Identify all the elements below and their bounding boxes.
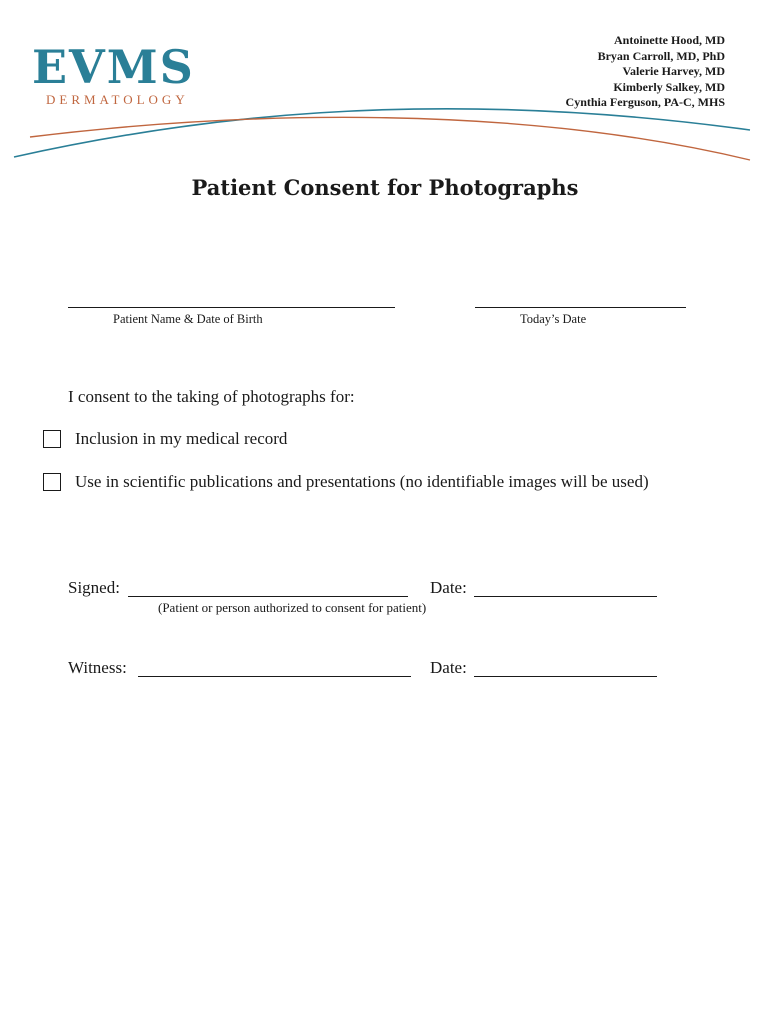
page-title: Patient Consent for Photographs bbox=[191, 175, 579, 200]
todays-date-field[interactable] bbox=[475, 307, 686, 308]
provider-name: Cynthia Ferguson, PA-C, MHS bbox=[565, 95, 725, 109]
provider-name: Antoinette Hood, MD bbox=[614, 33, 725, 47]
provider-name: Bryan Carroll, MD, PhD bbox=[597, 48, 725, 63]
patient-name-dob-field[interactable] bbox=[68, 307, 395, 308]
signed-date-label: Date: bbox=[430, 578, 467, 597]
publications-option-label: Use in scientific publications and presentations (no identifiable images will be used) bbox=[75, 472, 649, 491]
medical-record-checkbox[interactable] bbox=[43, 430, 61, 448]
header-swoosh-divider bbox=[0, 95, 770, 175]
signed-caption: (Patient or person authorized to consent for patient) bbox=[158, 600, 427, 615]
todays-date-caption: Today’s Date bbox=[520, 312, 587, 326]
signed-label: Signed: bbox=[68, 578, 120, 597]
consent-intro: I consent to the taking of photographs for: bbox=[68, 387, 355, 406]
medical-record-option-label: Inclusion in my medical record bbox=[75, 429, 288, 448]
publications-checkbox[interactable] bbox=[43, 473, 61, 491]
signature-field[interactable] bbox=[128, 596, 408, 597]
signed-date-field[interactable] bbox=[474, 596, 657, 597]
provider-name: Valerie Harvey, MD bbox=[622, 64, 725, 78]
witness-label: Witness: bbox=[68, 658, 127, 677]
logo-wordmark: EVMS bbox=[32, 40, 195, 94]
witness-date-field[interactable] bbox=[474, 676, 657, 677]
logo-subtitle: DERMATOLOGY bbox=[46, 92, 189, 107]
witness-date-label: Date: bbox=[430, 658, 467, 677]
patient-name-dob-caption: Patient Name & Date of Birth bbox=[113, 312, 263, 326]
witness-signature-field[interactable] bbox=[138, 676, 411, 677]
provider-name: Kimberly Salkey, MD bbox=[613, 79, 725, 94]
